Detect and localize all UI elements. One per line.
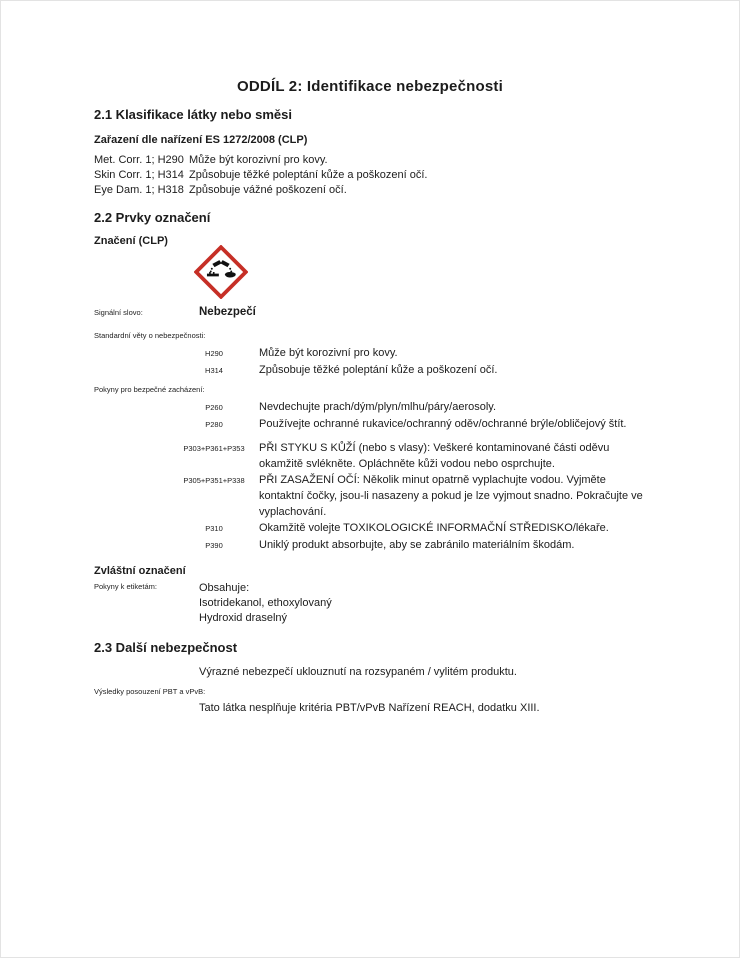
p-statement: PŘI STYKU S KŮŽÍ (nebo s vlasy): Veškeré kontaminované části oděvu okamžitě svlékněte. Opláchněte kůži vodou nebo osprchujte.	[259, 442, 610, 470]
classification-row	[94, 153, 651, 168]
label-instructions-row	[94, 581, 651, 626]
signal-word: Nebezpečí	[199, 306, 256, 318]
precaution-row	[94, 399, 651, 416]
pbt-assessment-label: Výsledky posouzení PBT a vPvB:	[94, 687, 206, 696]
p-code: P303+P361+P353	[183, 444, 245, 453]
hazard-statement-row	[94, 362, 651, 379]
ghs05-corrosion-icon	[194, 245, 248, 299]
hazard-class-statement: Způsobuje vážné poškození očí.	[189, 184, 347, 196]
p-statement: Nevdechujte prach/dým/plyn/mlhu/páry/aerosoly.	[259, 401, 497, 413]
hazard-class-statement: Způsobuje těžké poleptání kůže a poškození očí.	[189, 169, 428, 181]
hazard-statement-row	[94, 345, 651, 362]
clp-classification-heading: Zařazení dle nařízení ES 1272/2008 (CLP)	[94, 134, 308, 146]
precaution-row	[94, 537, 651, 554]
special-labelling-heading: Zvláštní označení	[94, 565, 186, 577]
hazard-statements-label: Standardní věty o nebezpečnosti:	[94, 331, 206, 340]
ingredient-line: Hydroxid draselný	[199, 612, 288, 624]
h-code: H290	[205, 349, 223, 358]
contains-line: Obsahuje:	[199, 582, 250, 594]
heading-2-2: 2.2 Prvky označení	[94, 210, 211, 225]
precaution-row	[94, 416, 651, 433]
classification-row	[94, 183, 651, 198]
signal-word-row	[94, 305, 651, 319]
label-instructions-label: Pokyny k etiketám:	[94, 582, 157, 591]
p-code: P260	[205, 403, 223, 412]
hazard-class-code: Eye Dam. 1; H318	[94, 184, 184, 196]
signal-word-label: Signální slovo:	[94, 308, 143, 317]
precaution-row	[94, 520, 651, 537]
p-code: P305+P351+P338	[183, 476, 245, 485]
hazard-class-statement: Může být korozivní pro kovy.	[189, 154, 328, 166]
p-code: P310	[205, 524, 223, 533]
clp-labelling-heading: Značení (CLP)	[94, 235, 168, 247]
precautionary-statements-label: Pokyny pro bezpečné zacházení:	[94, 385, 205, 394]
heading-2-3: 2.3 Další nebezpečnost	[94, 640, 238, 655]
section-title: ODDÍL 2: Identifikace nebezpečnosti	[237, 78, 503, 95]
p-code: P390	[205, 541, 223, 550]
hazard-class-code: Skin Corr. 1; H314	[94, 169, 184, 181]
classification-list	[94, 153, 651, 198]
classification-row	[94, 168, 651, 183]
h-statement: Může být korozivní pro kovy.	[259, 347, 398, 359]
pbt-assessment-text: Tato látka nesplňuje kritéria PBT/vPvB Nařízení REACH, dodatku XIII.	[199, 702, 540, 714]
precaution-row	[94, 440, 651, 472]
h-statement: Způsobuje těžké poleptání kůže a poškození očí.	[259, 364, 498, 376]
heading-2-1: 2.1 Klasifikace látky nebo směsi	[94, 107, 292, 122]
ingredient-line: Isotridekanol, ethoxylovaný	[199, 597, 332, 609]
p-statement: Okamžitě volejte TOXIKOLOGICKÉ INFORMAČNÍ STŘEDISKO/lékaře.	[259, 522, 609, 534]
other-hazards-text: Výrazné nebezpečí uklouznutí na rozsypaném / vylitém produktu.	[199, 666, 517, 678]
h-code: H314	[205, 366, 223, 375]
precaution-row	[94, 472, 651, 520]
p-code: P280	[205, 420, 223, 429]
p-statement: Uniklý produkt absorbujte, aby se zabránilo materiálním škodám.	[259, 539, 575, 551]
hazard-class-code: Met. Corr. 1; H290	[94, 154, 184, 166]
label-instructions-content	[199, 581, 332, 626]
p-statement: PŘI ZASAŽENÍ OČÍ: Několik minut opatrně vyplachujte vodou. Vyjměte kontaktní čočky, jsou-li nasazeny a pokud je lze vyjmout snadno. Pokračujte ve vyplachování.	[259, 474, 643, 518]
p-statement: Používejte ochranné rukavice/ochranný oděv/ochranné brýle/obličejový štít.	[259, 418, 627, 430]
